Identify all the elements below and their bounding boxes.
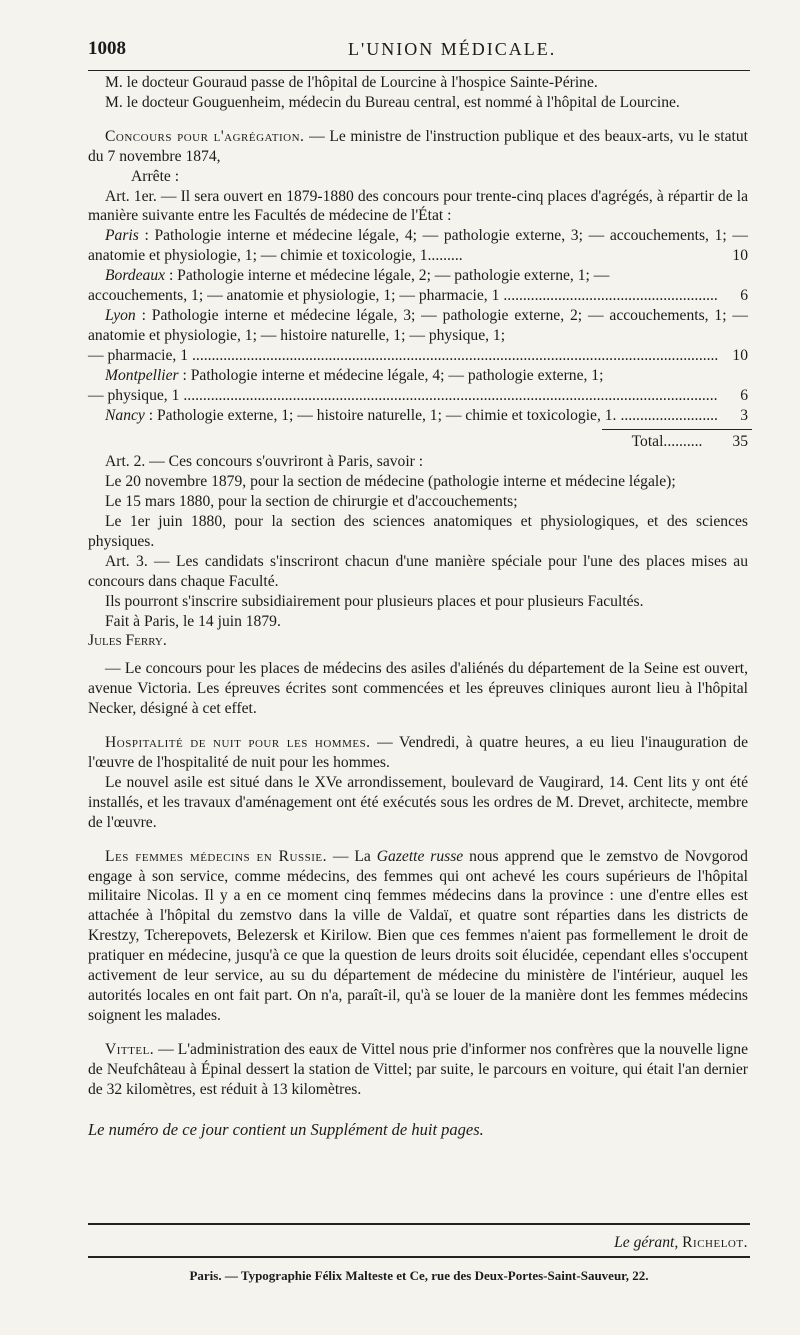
total-value: 35 [732, 433, 748, 451]
vittel-heading: Vittel. [105, 1040, 155, 1058]
date-sciences: Le 1er juin 1880, pour la section des sciences anatomiques et physiologiques, et des sciences physiques. [88, 513, 748, 550]
signature: Jules Ferry. [88, 632, 167, 650]
faculty-detail-end: — physique, 1 [88, 386, 180, 404]
article-3: Art. 3. — Les candidats s'inscriront chacun d'une manière spéciale pour l'une des places mises au concours dans chaque Faculté. [88, 552, 748, 590]
faculty-detail: : Pathologie interne et médecine légale, 4; — pathologie externe, 3; — accouchements, 1; — anatomie et physiologie, 1; — chimie et toxicologie, 1 [88, 227, 748, 265]
fait-a-paris: Fait à Paris, le 14 juin 1879. [105, 612, 281, 630]
header-rule [88, 70, 750, 71]
femmes-heading: Les femmes médecins en Russie. [105, 847, 327, 865]
printer-imprint: Paris. — Typographie Félix Malteste et Ce, rue des Deux-Portes-Saint-Sauveur, 22. [189, 1268, 649, 1283]
footer-rule-bottom [88, 1256, 750, 1258]
vittel-text: — L'administration des eaux de Vittel nous prie d'informer nos confrères que la nouvelle ligne de Neufchâteau à Épinal dessert la station de Vittel; par suite, le parcours en voiture, qui était l'an dernier de 32 kilomètres, est réduit à 13 kilomètres. [88, 1040, 748, 1098]
faculty-name: Nancy [105, 406, 145, 424]
faculty-name: Montpellier [105, 366, 179, 384]
faculty-detail-end: accouchements, 1; — anatomie et physiologie, 1; — pharmacie, 1 [88, 287, 500, 305]
footer-rule-top [88, 1223, 750, 1225]
asiles-paragraph: — Le concours pour les places de médecins des asiles d'aliénés du département de la Seine est ouvert, avenue Victoria. Les épreuves écrites sont commencées et les épreuves cliniques auront lieu à l'hôpital Necker, désigné à cet effet. [88, 660, 748, 718]
faculty-name: Paris [105, 227, 139, 245]
date-medecine: Le 20 novembre 1879, pour la section de médecine (pathologie interne et médecine légale); [105, 473, 676, 491]
faculty-item-paris: Paris : Pathologie interne et médecine légale, 4; — pathologie externe, 3; — accouchements, 1; — anatomie et physiologie, 1; — chimie et toxicologie, 1......... 10 [88, 227, 748, 265]
faculty-detail: : Pathologie externe, 1; — histoire naturelle, 1; — chimie et toxicologie, 1. [144, 406, 617, 424]
faculty-count: 10 [732, 346, 748, 364]
gerant-line [88, 1234, 748, 1252]
femmes-paragraph: Les femmes médecins en Russie. — La Gazette russe nous apprend que le zemstvo de Novgorod engage à son service, comme médecins, des femmes qui ont achevé les cours supérieurs de l'hôpital militaire Nicolas. Il y a en ce moment cinq femmes médecins dans la province : une d'entre elles est attachée à l'hôpital du zemstvo dans la ville de Valdaï, et quatre sont réparties dans les districts de Krestzy, Tcherepovets, Belezersk et Kirilow. Bien que ces femmes n'aient pas formellement le droit de pratiquer en médecine, jusqu'à ce que la question de leurs droits soit élucidée, cependant elles s'occupent activement de leur service, au su du département de médecine du ministère de l'intérieur, auquel les autorités locales en ont fait part. On n'a, paraît-il, qu'à se louer de la manière dont les femmes médecins soignent les malades. [88, 847, 748, 1024]
page-number: 1008 [88, 38, 126, 59]
vittel-paragraph [88, 1040, 748, 1100]
faculty-name: Bordeaux [105, 267, 166, 285]
intro-gouraud: M. le docteur Gouraud passe de l'hôpital de Lourcine à l'hospice Sainte-Périne. [105, 74, 598, 91]
article-1-text: — Il sera ouvert en 1879-1880 des concours pour trente-cinq places d'agrégés, à répartir de la manière suivante entre les Facultés de médecine de l'État : [88, 187, 748, 225]
faculty-item-lyon [88, 306, 748, 366]
arrete-label: Arrête : [131, 167, 180, 185]
faculty-item-nancy [88, 406, 748, 426]
faculty-item-bordeaux [88, 266, 748, 306]
article-2: Art. 2. — Ces concours s'ouvriront à Paris, savoir : [105, 453, 424, 471]
faculty-detail: : Pathologie interne et médecine légale, 2; — pathologie externe, 1; — [165, 267, 610, 285]
faculty-detail: : Pathologie interne et médecine légale, 3; — pathologie externe, 2; — accouchements, 1; — anatomie et physiologie, 1; — histoire naturelle, 1; — physique, 1; [88, 306, 748, 344]
gerant-name: Richelot. [682, 1234, 748, 1251]
concours-heading: Concours pour l'agrégation. [105, 127, 305, 145]
date-chirurgie: Le 15 mars 1880, pour la section de chirurgie et d'accouchements; [105, 493, 518, 511]
supplement-notice: Le numéro de ce jour contient un Supplément de huit pages. [88, 1119, 484, 1139]
faculty-count: 6 [740, 386, 748, 404]
faculty-detail-end: — pharmacie, 1 [88, 346, 189, 364]
concours-paragraph [88, 127, 748, 167]
total-rule [602, 429, 752, 430]
faculty-count: 3 [740, 406, 748, 424]
article-body [88, 73, 748, 1139]
gerant-label: Le gérant, [614, 1234, 679, 1251]
hospitalite-text: — Vendredi, à quatre heures, a eu lieu l'inauguration de l'œuvre de l'hospitalité de nuit pour les hommes. [88, 734, 748, 771]
article-1-label: Art. 1er. [105, 187, 157, 205]
faculty-count: 6 [740, 287, 748, 305]
article-1 [88, 187, 748, 227]
faculty-item-montpellier [88, 366, 748, 406]
hospitalite-details: Le nouvel asile est situé dans le XVe arrondissement, boulevard de Vaugirard, 14. Cent lits y ont été installés, et les travaux d'aménagement ont été exécutés sous les ordres de M. Drevet, architecte, membre de l'œuvre. [88, 773, 748, 831]
total-row: Total.......... 35 [631, 433, 748, 451]
faculty-detail: : Pathologie interne et médecine légale, 4; — pathologie externe, 1; [178, 366, 604, 384]
page-header [88, 38, 750, 66]
hospitalite-heading: Hospitalité de nuit pour les hommes. [105, 734, 371, 752]
femmes-text: nous apprend que le zemstvo de Novgorod engage à son service, comme médecins, des femmes qui ont achevé les cours supérieurs de l'hôpital militaire Nicolas. Il y a en ce moment cinq femmes médecins dans la province : une d'entre elles est attachée à l'hôpital du zemstvo dans la ville de Valdaï, et quatre sont réparties dans les districts de Krestzy, Tcherepovets, Belezersk et Kirilow. Bien que ces femmes n'aient pas formellement le droit de pratiquer en médecine, jusqu'à ce que la question de leurs droits soit élucidée, cependant elles s'occupent activement de leur service, au su du département de médecine du ministère de l'intérieur, auquel les autorités locales en ont fait part. On n'a, paraît-il, qu'à se louer de la manière dont les femmes médecins soignent les malades. [88, 847, 748, 1024]
journal-title: L'UNION MÉDICALE. [348, 39, 557, 59]
concours-intro: — Le ministre de l'instruction publique et des beaux-arts, vu le statut du 7 novembre 1874, [88, 127, 748, 165]
faculty-count: 10 [732, 247, 748, 265]
total-label: Total [631, 433, 664, 451]
gazette-name: Gazette russe [376, 847, 464, 865]
faculty-name: Lyon [105, 306, 136, 324]
hospitalite-paragraph [88, 733, 748, 773]
article-3-subsidiary: Ils pourront s'inscrire subsidiairement pour plusieurs places et pour plusieurs Facultés. [105, 592, 644, 610]
intro-gouguenheim: M. le docteur Gouguenheim, médecin du Bureau central, est nommé à l'hôpital de Lourcine. [105, 93, 680, 111]
